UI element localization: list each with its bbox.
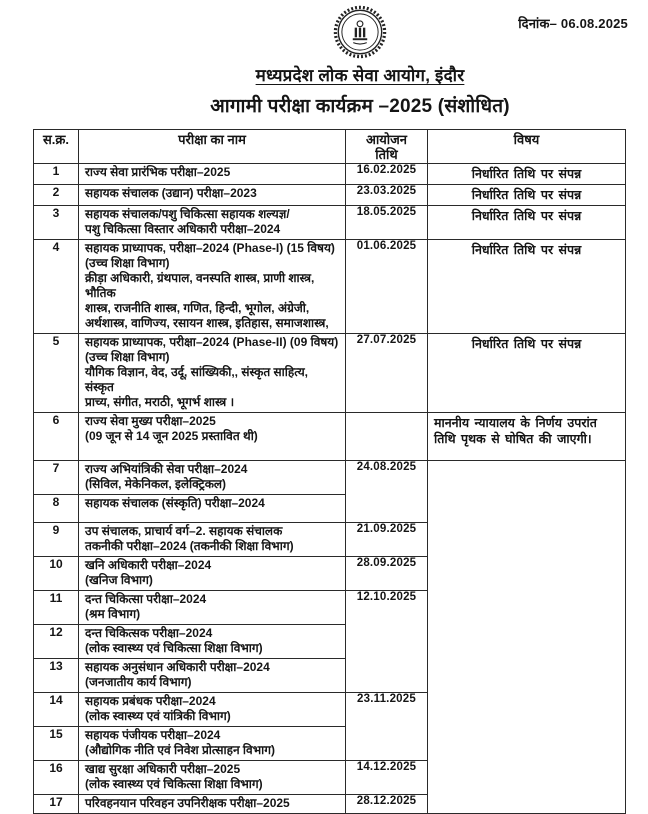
org-title: मध्यप्रदेश लोक सेवा आयोग, इंदौर — [255, 66, 465, 85]
subject-status-cell: निर्धारित तिथि पर संपन्न — [428, 334, 626, 413]
table-row — [34, 461, 626, 495]
mppsc-emblem-icon — [333, 5, 387, 59]
exam-date-cell: 23.03.2025 — [346, 185, 428, 206]
serial-cell: 7 — [34, 461, 79, 495]
exam-name-line: सहायक पंजीयक परीक्षा–2024 — [85, 728, 221, 742]
serial-cell: 8 — [34, 495, 79, 523]
exam-name-line: पशु चिकित्सा विस्तार अधिकारी परीक्षा–2024 — [85, 222, 281, 236]
exam-name-cell — [79, 523, 346, 557]
serial-cell: 12 — [34, 625, 79, 659]
exam-name-line: दन्त चिकित्सा परीक्षा–2024 — [85, 592, 207, 606]
exam-date-cell: 24.08.2025 — [346, 461, 428, 523]
table-row — [34, 240, 626, 334]
exam-name-cell — [79, 727, 346, 761]
table-row — [34, 334, 626, 413]
exam-date-cell: 28.12.2025 — [346, 795, 428, 814]
exam-name-cell — [79, 659, 346, 693]
serial-cell: 3 — [34, 206, 79, 240]
exam-name-line: (जनजातीय कार्य विभाग) — [85, 675, 192, 689]
header-row — [34, 130, 626, 164]
exam-name-line: (सिविल, मेकेनिकल, इलेक्ट्रिकल) — [85, 477, 227, 491]
header-date — [346, 130, 428, 164]
exam-name-line: सहायक प्रबंधक परीक्षा–2024 — [85, 694, 216, 708]
exam-table-head — [34, 130, 626, 164]
exam-name-line: सहायक प्राध्यापक, परीक्षा–2024 (Phase-I) (15 विषय) — [85, 241, 335, 255]
document-date: दिनांक– 06.08.2025 — [518, 16, 628, 31]
exam-name-line: (लोक स्वास्थ्य एवं चिकित्सा शिक्षा विभाग) — [85, 777, 263, 791]
exam-name-cell — [79, 591, 346, 625]
exam-date-cell: 14.12.2025 — [346, 761, 428, 795]
serial-cell: 13 — [34, 659, 79, 693]
exam-name-line: उप संचालक, प्राचार्य वर्ग–2. सहायक संचालक — [85, 524, 283, 538]
serial-cell: 10 — [34, 557, 79, 591]
exam-date-cell — [346, 413, 428, 461]
exam-name-line: सहायक संचालक/पशु चिकित्सा सहायक शल्यज्ञ/ — [85, 207, 290, 221]
exam-name-line: खनि अधिकारी परीक्षा–2024 — [85, 558, 212, 572]
serial-cell: 17 — [34, 795, 79, 814]
serial-cell: 6 — [34, 413, 79, 461]
exam-date-cell: 12.10.2025 — [346, 591, 428, 693]
document-page — [0, 5, 648, 814]
exam-name-cell — [79, 164, 346, 185]
serial-cell: 11 — [34, 591, 79, 625]
exam-date-cell: 01.06.2025 — [346, 240, 428, 334]
exam-date-cell: 28.09.2025 — [346, 557, 428, 591]
header-exam-name: परीक्षा का नाम — [79, 130, 346, 164]
exam-name-line: सहायक संचालक (उद्यान) परीक्षा–2023 — [85, 186, 257, 200]
doc-title: आगामी परीक्षा कार्यक्रम –2025 (संशोधित) — [210, 96, 510, 117]
exam-name-cell — [79, 185, 346, 206]
exam-name-line: (श्रम विभाग) — [85, 607, 141, 621]
header-date-line1: आयोजन — [365, 132, 408, 147]
exam-name-line: शास्त्र, राजनीति शास्त्र, गणित, हिन्दी, भूगोल, अंग्रेजी, — [85, 301, 310, 315]
table-row — [34, 413, 626, 461]
exam-date-cell: 16.02.2025 — [346, 164, 428, 185]
exam-name-cell — [79, 206, 346, 240]
exam-name-line: सहायक अनुसंधान अधिकारी परीक्षा–2024 — [85, 660, 270, 674]
exam-name-cell — [79, 795, 346, 814]
table-row — [34, 164, 626, 185]
exam-name-cell — [79, 495, 346, 523]
exam-name-cell — [79, 557, 346, 591]
serial-cell: 9 — [34, 523, 79, 557]
exam-name-cell — [79, 240, 346, 334]
exam-name-line: (09 जून से 14 जून 2025 प्रस्तावित थी) — [85, 429, 258, 443]
exam-name-line: सहायक संचालक (संस्कृति) परीक्षा–2024 — [85, 496, 265, 510]
exam-date-cell: 21.09.2025 — [346, 523, 428, 557]
exam-name-line: खाद्य सुरक्षा अधिकारी परीक्षा–2025 — [85, 762, 241, 776]
header-serial: स.क्र. — [34, 130, 79, 164]
subject-status-cell: माननीय न्यायालय के निर्णय उपरांत तिथि पृथक से घोषित की जाएगी। — [428, 413, 626, 461]
exam-name-line: दन्त चिकित्सक परीक्षा–2024 — [85, 626, 213, 640]
exam-name-cell — [79, 761, 346, 795]
header-date-line2: तिथि — [375, 147, 398, 162]
exam-name-line: (उच्च शिक्षा विभाग) — [85, 256, 170, 270]
exam-name-line: राज्य सेवा प्रारंभिक परीक्षा–2025 — [85, 165, 231, 179]
table-row — [34, 206, 626, 240]
serial-cell: 16 — [34, 761, 79, 795]
exam-name-line: परिवहनयान परिवहन उपनिरीक्षक परीक्षा–2025 — [85, 796, 290, 810]
subject-status-cell: निर्धारित तिथि पर संपन्न — [428, 206, 626, 240]
subject-status-cell: निर्धारित तिथि पर संपन्न — [428, 185, 626, 206]
subject-status-cell: निर्धारित तिथि पर संपन्न — [428, 164, 626, 185]
exam-name-cell — [79, 461, 346, 495]
table-row — [34, 185, 626, 206]
exam-name-cell — [79, 625, 346, 659]
exam-name-line: (औद्योगिक नीति एवं निवेश प्रोत्साहन विभाग) — [85, 743, 276, 757]
serial-cell: 14 — [34, 693, 79, 727]
exam-name-line: (उच्च शिक्षा विभाग) — [85, 350, 170, 364]
exam-schedule-table — [33, 129, 626, 814]
exam-date-cell: 27.07.2025 — [346, 334, 428, 413]
serial-cell: 1 — [34, 164, 79, 185]
exam-name-cell — [79, 334, 346, 413]
subject-status-cell: निर्धारित तिथि पर संपन्न — [428, 240, 626, 334]
exam-name-line: (खनिज विभाग) — [85, 573, 153, 587]
exam-name-cell — [79, 413, 346, 461]
serial-cell: 4 — [34, 240, 79, 334]
exam-name-line: राज्य अभियांत्रिकी सेवा परीक्षा–2024 — [85, 462, 248, 476]
subject-status-cell — [428, 461, 626, 814]
serial-cell: 15 — [34, 727, 79, 761]
exam-name-line: तकनीकी परीक्षा–2024 (तकनीकी शिक्षा विभाग) — [85, 539, 294, 553]
exam-name-line: क्रीड़ा अधिकारी, ग्रंथपाल, वनस्पति शास्त्र, प्राणी शास्त्र, भौतिक — [85, 271, 315, 300]
exam-name-line: यौगिक विज्ञान, वेद, उर्दू, सांख्यिकी,, संस्कृत साहित्य, संस्कृत — [85, 365, 308, 394]
exam-name-line: राज्य सेवा मुख्य परीक्षा–2025 — [85, 414, 216, 428]
exam-name-line: प्राच्य, संगीत, मराठी, भूगर्भ शास्त्र । — [85, 395, 235, 409]
exam-name-line: (लोक स्वास्थ्य एवं चिकित्सा शिक्षा विभाग) — [85, 641, 263, 655]
exam-table-body — [34, 164, 626, 814]
header-subject: विषय — [428, 130, 626, 164]
exam-name-line: सहायक प्राध्यापक, परीक्षा–2024 (Phase-II) (09 विषय) — [85, 335, 339, 349]
exam-name-cell — [79, 693, 346, 727]
serial-cell: 2 — [34, 185, 79, 206]
exam-name-line: अर्थशास्त्र, वाणिज्य, रसायन शास्त्र, इतिहास, समाजशास्त्र, — [85, 316, 329, 330]
exam-date-cell: 18.05.2025 — [346, 206, 428, 240]
exam-date-cell: 23.11.2025 — [346, 693, 428, 761]
serial-cell: 5 — [34, 334, 79, 413]
exam-name-line: (लोक स्वास्थ्य एवं यांत्रिकी विभाग) — [85, 709, 231, 723]
